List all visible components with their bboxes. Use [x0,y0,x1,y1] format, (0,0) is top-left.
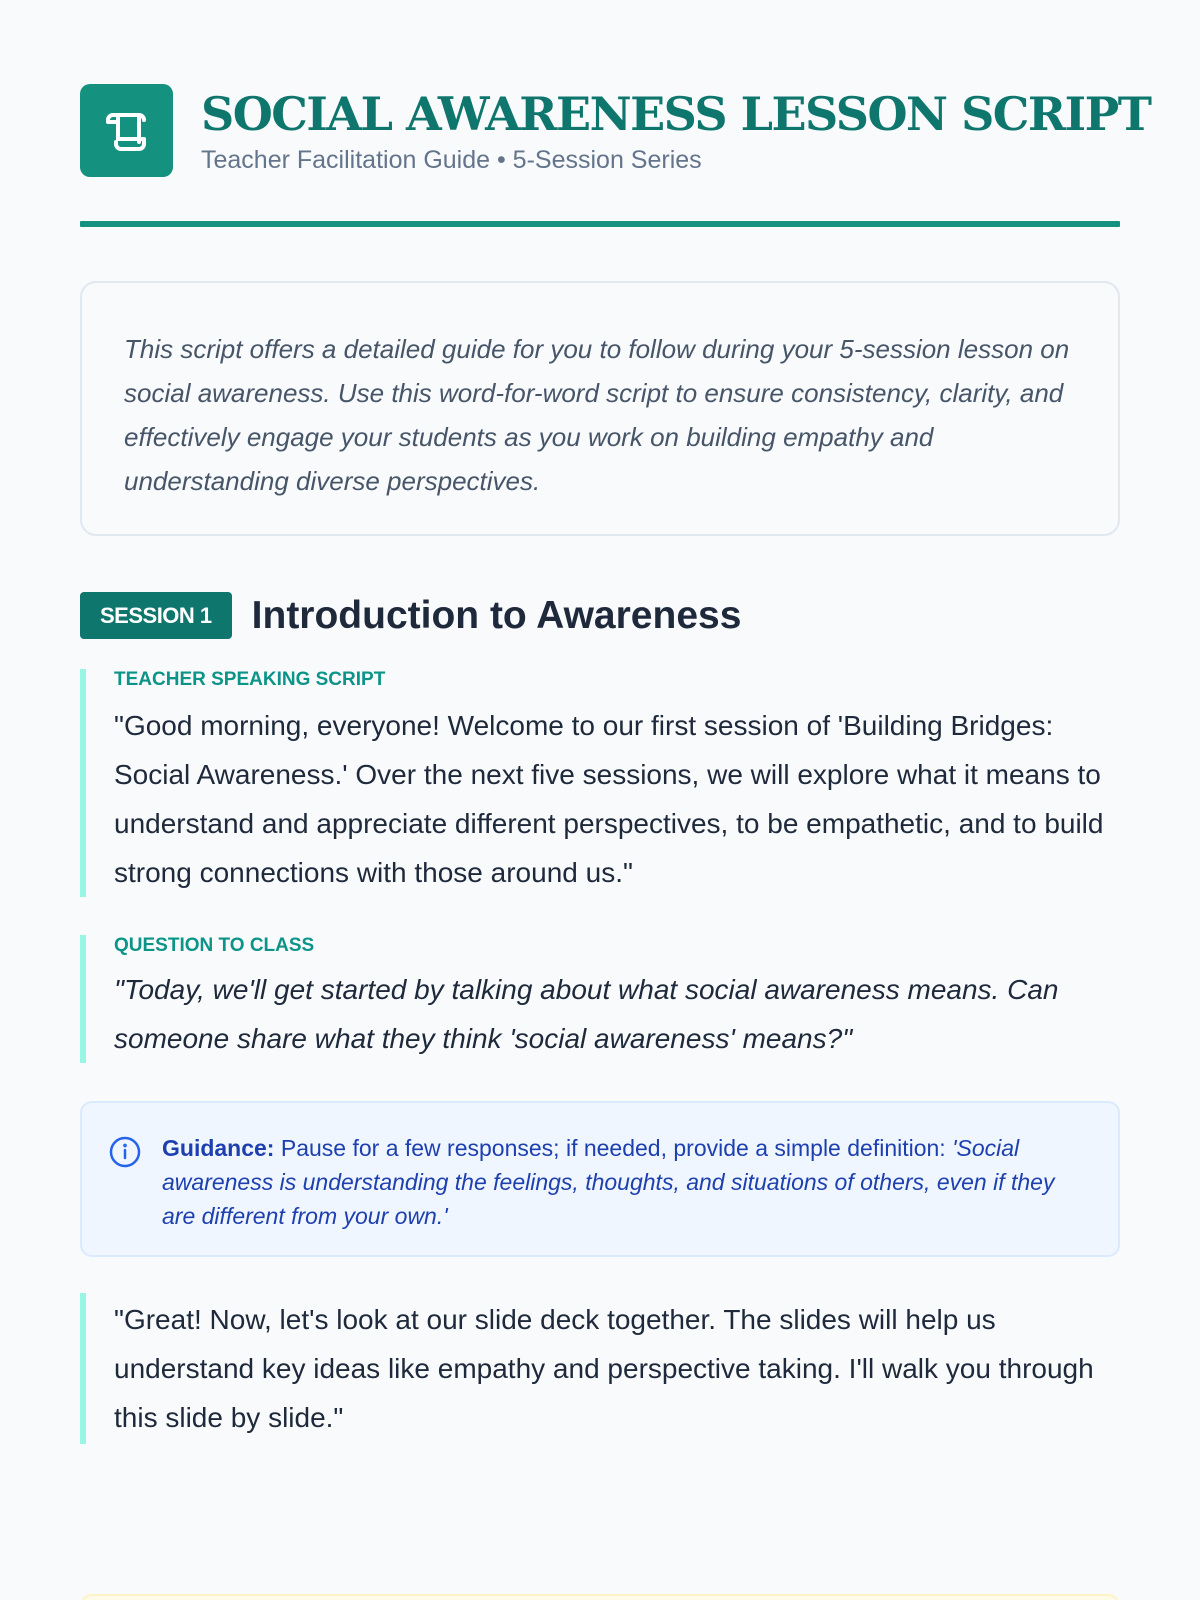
intro-box [80,281,1120,536]
scroll-icon [80,84,173,177]
guidance-callout [80,1101,1120,1257]
header-divider [80,221,1120,227]
teacher-script-text: "Good morning, everyone! Welcome to our first session of 'Building Bridges: Social Awareness.' Over the next five sessions, we will explore what it means to understand and appreciate different perspectives, to be empathetic, and to build strong connections with those around us." [114,710,1104,888]
guidance-definition: 'Social awareness is understanding the feelings, thoughts, and situations of others, even if they are different from your own.' [162,1135,1055,1229]
session-heading [80,592,1120,639]
title-block [201,86,1150,175]
question-block [80,935,1120,1063]
guidance-label: Guidance: [162,1135,275,1161]
guidance-text [162,1131,1094,1255]
page-title: SOCIAL AWARENESS LESSON SCRIPT [201,87,1151,141]
next-callout-box [80,1594,1120,1600]
info-icon [108,1135,142,1255]
page-subtitle: Teacher Facilitation Guide • 5-Session Series [201,146,702,174]
followup-script-block [80,1293,1120,1444]
question-text: "Today, we'll get started by talking about what social awareness means. Can someone share what they think 'social awareness' means?" [114,974,1059,1054]
question-label: QUESTION TO CLASS [114,935,315,956]
session-badge: SESSION 1 [80,592,232,639]
teacher-script-label: TEACHER SPEAKING SCRIPT [114,669,386,690]
guidance-instruction: Pause for a few responses; if needed, provide a simple definition: [280,1135,946,1161]
followup-script-text: "Great! Now, let's look at our slide deck together. The slides will help us understand key ideas like empathy and perspective taking. I'll walk you through this slide by slide." [114,1304,1094,1433]
session-title: Introduction to Awareness [251,593,742,637]
intro-text: This script offers a detailed guide for you to follow during your 5-session lesson on social awareness. Use this word-for-word script to ensure consistency, clarity, and effectively engage your students as you work on building empathy and understanding diverse perspectives. [124,334,1070,496]
teacher-script-block [80,669,1120,897]
header [80,0,1151,177]
